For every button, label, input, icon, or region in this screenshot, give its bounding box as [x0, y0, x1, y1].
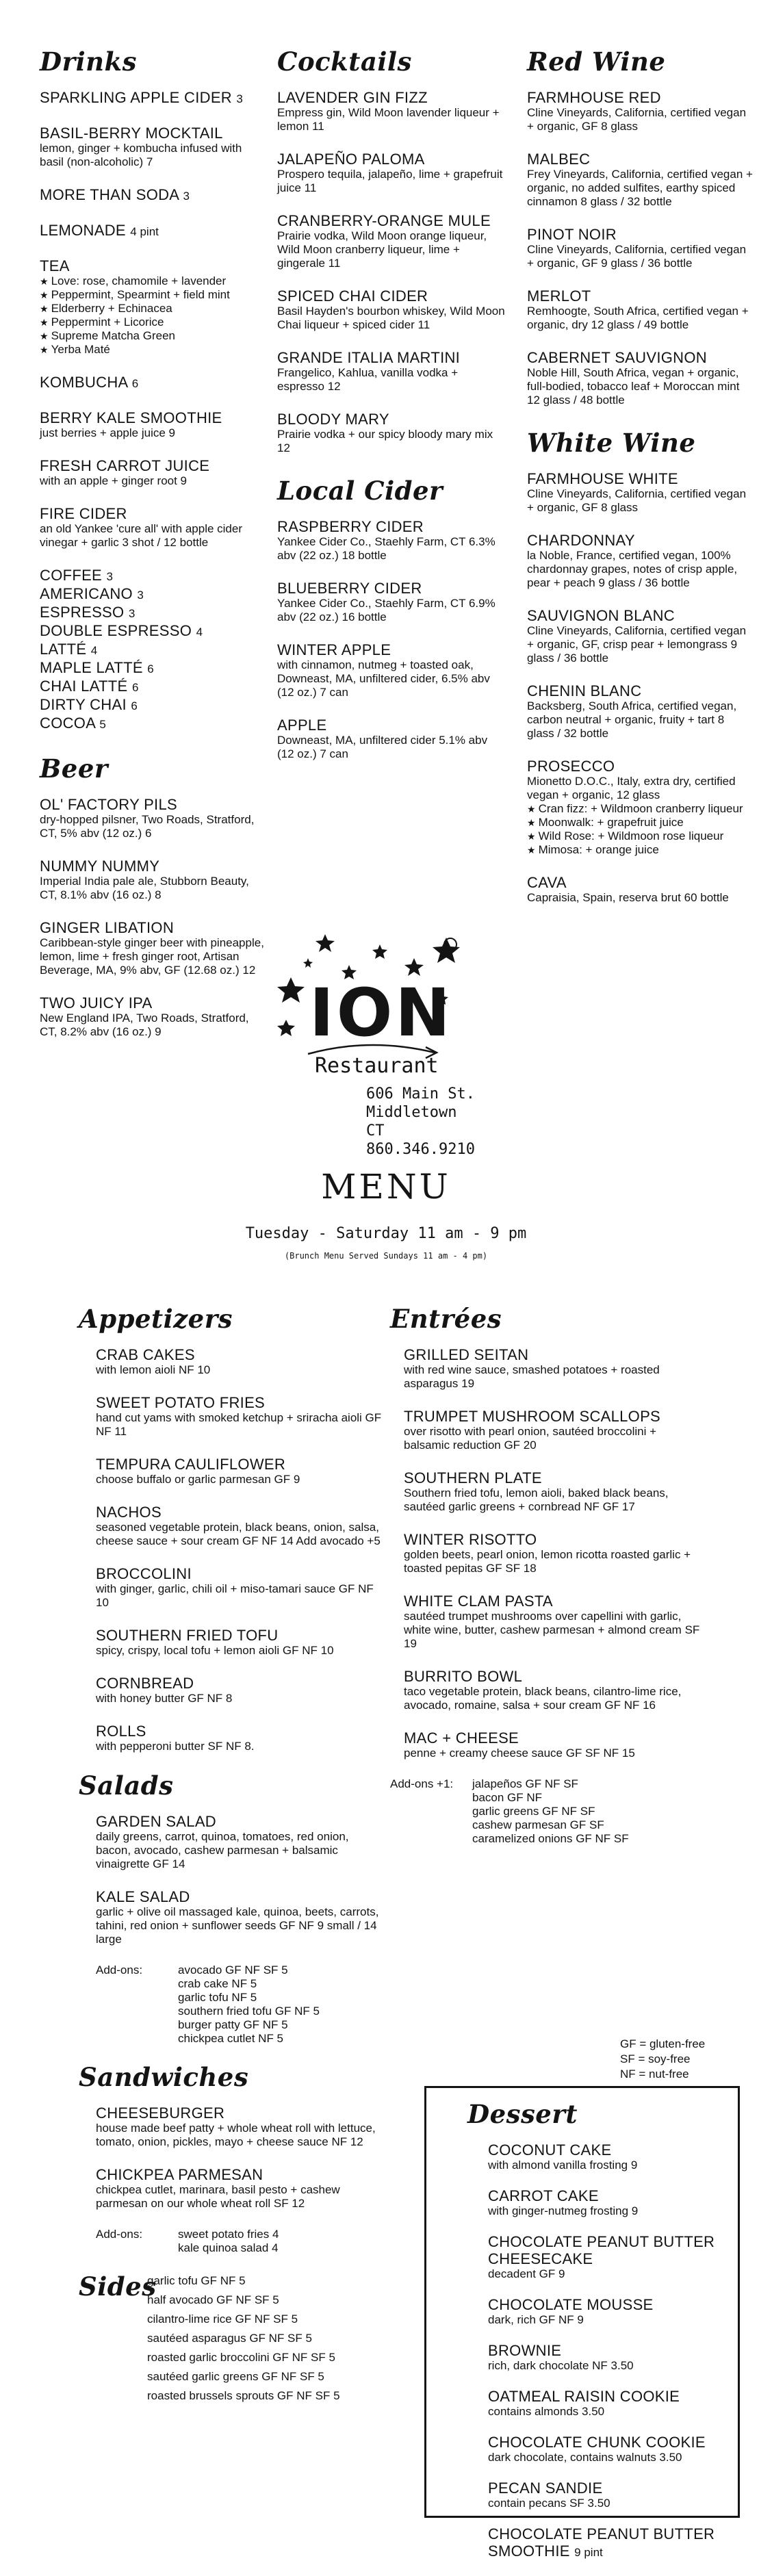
- coffee-list: COFFEE 3 AMERICANO 3 ESPRESSO 3 DOUBLE ESPRESSO 4 LATTÉ 4 MAPLE LATTÉ 6 CHAI LATTÉ 6 DIRTY CHAI 6 COCOA 5: [40, 567, 203, 732]
- menu-item: CABERNET SAUVIGNON Noble Hill, South Africa, vegan + organic, full-bodied, tobacco leaf + Moroccan mint 12 glass / 48 bottle: [527, 349, 740, 407]
- entrees-heading: Entrées: [390, 1304, 502, 1334]
- menu-item: SPARKLING APPLE CIDER 3: [40, 89, 243, 106]
- menu-item: BERRY KALE SMOOTHIE just berries + apple juice 9: [40, 409, 222, 439]
- menu-item: WHITE CLAM PASTA sautéed trumpet mushrooms over capellini with garlic, white wine, butter, cashew parmesan + almond cream SF 19: [404, 1593, 700, 1650]
- menu-item: PECAN SANDIE contain pecans SF 3.50: [488, 2480, 610, 2510]
- restaurant-logo: [267, 917, 479, 1158]
- drinks-heading: Drinks: [40, 47, 138, 77]
- red-wine-list: [527, 89, 753, 407]
- entree-addons: Add-ons +1: jalapeños GF NF SF bacon GF NF garlic greens GF NF SF cashew parmesan GF SF caramelized onions GF NF SF: [390, 1777, 629, 1845]
- menu-item: TWO JUICY IPA New England IPA, Two Roads, Stratford, CT, 8.2% abv (16 oz.) 9: [40, 994, 249, 1038]
- menu-item: TRUMPET MUSHROOM SCALLOPS over risotto with pearl onion, sautéed broccolini + balsamic reduction GF 20: [404, 1408, 661, 1452]
- star-icon: ★: [527, 817, 536, 828]
- menu-item: BROCCOLINI with ginger, garlic, chili oil + miso-tamari sauce GF NF 10: [96, 1565, 374, 1609]
- menu-item: BLUEBERRY CIDER Yankee Cider Co., Staehly Farm, CT 6.9% abv (22 oz.) 16 bottle: [277, 580, 496, 623]
- menu-item: SOUTHERN PLATE Southern fried tofu, lemon aioli, baked black beans, sautéed garlic greens + cornbread NF GF 17: [404, 1469, 669, 1513]
- sides-heading: Sides: [79, 2271, 157, 2302]
- salads-list: [79, 1813, 383, 2046]
- menu-item: ROLLS with pepperoni butter SF NF 8.: [96, 1723, 255, 1753]
- menu-title: MENU: [321, 1167, 451, 1207]
- menu-item: GRILLED SEITAN with red wine sauce, smashed potatoes + roasted asparagus 19: [404, 1346, 660, 1390]
- menu-item: CHEESEBURGER house made beef patty + whole wheat roll with lettuce, tomato, onion, pickles, mayo + cheese sauce NF 12: [96, 2104, 376, 2148]
- prosecco-item: PROSECCO Mionetto D.O.C., Italy, extra dry, certified vegan + organic, 12 glass ★ Cran fizz: + Wildmoon cranberry liqueur ★ Moonwalk: + grapefruit juice ★ Wild Rose: + Wildmoon rose liqueur ★ Mimosa: + orange juice: [527, 758, 753, 857]
- menu-item: SPICED CHAI CIDER Basil Hayden's bourbon whiskey, Wild Moon Chai liqueur + spiced cider 11: [277, 287, 505, 331]
- local-cider-heading: Local Cider: [277, 476, 443, 506]
- star-icon: ★: [40, 317, 49, 328]
- star-icon: ★: [40, 344, 49, 355]
- menu-item: FARMHOUSE RED Cline Vineyards, California, certified vegan + organic, GF 8 glass: [527, 89, 747, 133]
- white-wine-list: [527, 470, 753, 905]
- menu-item: GARDEN SALAD daily greens, carrot, quinoa, tomatoes, red onion, bacon, avocado, cashew parmesan + balsamic vinaigrette GF 14: [96, 1813, 349, 1870]
- menu-item: BASIL-BERRY MOCKTAIL lemon, ginger + kombucha infused with basil (non-alcoholic) 7: [40, 125, 242, 168]
- menu-item: CORNBREAD with honey butter GF NF 8: [96, 1675, 233, 1705]
- star-icon: ★: [527, 803, 536, 814]
- logo-name: ION: [309, 975, 453, 1051]
- menu-item: MAC + CHEESE penne + creamy cheese sauce GF SF NF 15: [404, 1729, 635, 1760]
- menu-item: BROWNIE rich, dark chocolate NF 3.50: [488, 2342, 634, 2372]
- food-right-column: [390, 1304, 705, 1862]
- menu-brunch-note: (Brunch Menu Served Sundays 11 am - 4 pm): [284, 1251, 488, 1261]
- entrees-list: [390, 1346, 705, 1846]
- sides-section: [79, 2271, 383, 2406]
- menu-item: LAVENDER GIN FIZZ Empress gin, Wild Moon lavender liqueur + lemon 11: [277, 89, 500, 133]
- menu-item: PINOT NOIR Cline Vineyards, California, certified vegan + organic, GF 9 glass / 36 bottle: [527, 226, 747, 270]
- beer-list: [40, 796, 266, 1039]
- white-wine-heading: White Wine: [527, 428, 696, 458]
- menu-item: APPLE Downeast, MA, unfiltered cider 5.1% abv (12 oz.) 7 can: [277, 717, 488, 760]
- menu-item: SWEET POTATO FRIES hand cut yams with smoked ketchup + sriracha aioli GF NF 11: [96, 1394, 382, 1438]
- menu-item: CHICKPEA PARMESAN chickpea cutlet, marinara, basil pesto + cashew parmesan on our whole wheat roll SF 12: [96, 2166, 340, 2210]
- menu-item: KOMBUCHA 6: [40, 374, 139, 391]
- star-icon: ★: [40, 331, 49, 342]
- salads-heading: Salads: [79, 1770, 174, 1801]
- logo-subtitle: Restaurant: [315, 1054, 439, 1078]
- food-left-column: [79, 1304, 383, 2406]
- menu-item: CHOCOLATE CHUNK COOKIE dark chocolate, contains walnuts 3.50: [488, 2434, 706, 2464]
- menu-item: GRANDE ITALIA MARTINI Frangelico, Kahlua, vanilla vodka + espresso 12: [277, 349, 461, 393]
- local-cider-list: [277, 518, 506, 761]
- menu-item: COCONUT CAKE with almond vanilla frosting 9: [488, 2141, 638, 2172]
- menu-item: MALBEC Frey Vineyards, California, certified vegan + organic, no added sulfites, earthy spiced cinnamon 8 glass / 32 bottle: [527, 151, 753, 208]
- tea-list: ★ Love: rose, chamomile + lavender ★ Peppermint, Spearmint + field mint ★ Elderberry + Echinacea ★ Peppermint + Licorice ★ Supreme Matcha Green ★ Yerba Maté: [40, 274, 230, 356]
- menu-item: CRAB CAKES with lemon aioli NF 10: [96, 1346, 211, 1376]
- sandwiches-heading: Sandwiches: [79, 2062, 249, 2092]
- menu-item: WINTER APPLE with cinnamon, nutmeg + toasted oak, Downeast, MA, unfiltered cider, 6.5% abv (12 oz.) 7 can: [277, 641, 490, 699]
- star-icon: ★: [40, 289, 49, 300]
- menu-item: CAVA Capraisia, Spain, reserva brut 60 bottle: [527, 874, 729, 904]
- star-icon: ★: [527, 831, 536, 842]
- menu-item: KALE SALAD garlic + olive oil massaged kale, quinoa, beets, carrots, tahini, red onion + sunflower seeds GF NF 9 small / 14 large: [96, 1888, 379, 1946]
- appetizers-list: [79, 1346, 383, 1753]
- menu-item: JALAPEÑO PALOMA Prospero tequila, jalapeño, lime + grapefruit juice 11: [277, 151, 503, 194]
- menu-item: OL' FACTORY PILS dry-hopped pilsner, Two Roads, Stratford, CT, 5% abv (12 oz.) 6: [40, 796, 255, 840]
- menu-item: GINGER LIBATION Caribbean-style ginger beer with pineapple, lemon, lime + fresh ginger root, Artisan Beverage, MA, 9% abv, GF (12.68 oz.) 12: [40, 919, 264, 977]
- menu-item: TEMPURA CAULIFLOWER choose buffalo or garlic parmesan GF 9: [96, 1456, 300, 1486]
- appetizers-heading: Appetizers: [79, 1304, 233, 1334]
- menu-item: WINTER RISOTTO golden beets, pearl onion, lemon ricotta roasted garlic + toasted pepitas GF SF 18: [404, 1531, 691, 1575]
- sides-list: garlic tofu GF NF 5 half avocado GF NF SF 5 cilantro-lime rice GF NF SF 5 sautéed asparagus GF NF SF 5 roasted garlic broccolini GF NF SF 5 sautéed garlic greens GF NF SF 5 roasted brussels sprouts GF NF SF 5: [147, 2274, 340, 2402]
- menu-item: SOUTHERN FRIED TOFU spicy, crispy, local tofu + lemon aioli GF NF 10: [96, 1627, 334, 1657]
- menu-item: MERLOT Remhoogte, South Africa, certified vegan + organic, dry 12 glass / 49 bottle: [527, 287, 749, 331]
- cocktails-heading: Cocktails: [277, 47, 412, 77]
- tea-item: TEA ★ Love: rose, chamomile + lavender ★ Peppermint, Spearmint + field mint ★ Elderberry + Echinacea ★ Peppermint + Licorice ★ Supreme Matcha Green ★ Yerba Maté: [40, 257, 266, 357]
- menu-hours: Tuesday - Saturday 11 am - 9 pm: [245, 1225, 527, 1242]
- star-icon: ★: [40, 276, 49, 287]
- menu-item: CHOCOLATE MOUSSE dark, rich GF NF 9: [488, 2296, 654, 2326]
- drinks-column: [40, 47, 266, 1056]
- menu-item: LEMONADE 4 pint: [40, 222, 159, 239]
- drinks-list: [40, 89, 266, 733]
- dessert-box: [424, 2086, 740, 2560]
- cocktails-list: [277, 89, 506, 455]
- menu-item: CARROT CAKE with ginger-nutmeg frosting 9: [488, 2187, 639, 2217]
- star-icon: ★: [40, 303, 49, 314]
- dessert-list: [488, 2141, 734, 2576]
- salad-addons: Add-ons: avocado GF NF SF 5 crab cake NF 5 garlic tofu NF 5 southern fried tofu GF NF 5 burger patty GF NF 5 chickpea cutlet NF 5: [96, 1963, 320, 2045]
- menu-item: BURRITO BOWL taco vegetable protein, black beans, cilantro-lime rice, avocado, romaine, salsa + sour cream GF NF 16: [404, 1668, 682, 1712]
- menu-item: BLOODY MARY Prairie vodka + our spicy bloody mary mix 12: [277, 411, 493, 454]
- menu-item: FARMHOUSE WHITE Cline Vineyards, California, certified vegan + organic, GF 8 glass: [527, 470, 747, 514]
- menu-item: NACHOS seasoned vegetable protein, black beans, onion, salsa, cheese sauce + sour cream GF NF 14 Add avocado +5: [96, 1504, 381, 1547]
- cocktails-column: [277, 47, 506, 778]
- red-wine-heading: Red Wine: [527, 47, 666, 77]
- menu-item: SAUVIGNON BLANC Cline Vineyards, California, certified vegan + organic, GF, crisp pear + lemongrass 9 glass / 36 bottle: [527, 607, 747, 665]
- logo-address: 606 Main St. Middletown CT 860.346.9210: [366, 1085, 475, 1158]
- sandwich-addons: Add-ons: sweet potato fries 4 kale quinoa salad 4: [96, 2228, 279, 2254]
- dietary-legend: GF = gluten-free SF = soy-free NF = nut-free: [620, 2037, 706, 2081]
- menu-item: CRANBERRY-ORANGE MULE Prairie vodka, Wild Moon orange liqueur, Wild Moon cranberry liqueur, lime + gingerale 11: [277, 212, 491, 270]
- menu-item: CHARDONNAY la Noble, France, certified vegan, 100% chardonnay grapes, notes of crisp apple, pear + peach 9 glass / 36 bottle: [527, 532, 738, 589]
- menu-item: CHOCOLATE PEANUT BUTTER CHEESECAKE decadent GF 9: [488, 2233, 715, 2280]
- menu-item: CHENIN BLANC Backsberg, South Africa, certified vegan, carbon neutral + organic, fruity + tart 8 glass / 32 bottle: [527, 682, 737, 740]
- wine-column: [527, 47, 753, 922]
- sandwiches-list: [79, 2104, 383, 2255]
- prosecco-list: ★ Cran fizz: + Wildmoon cranberry liqueur ★ Moonwalk: + grapefruit juice ★ Wild Rose: + Wildmoon rose liqueur ★ Mimosa: + orange juice: [527, 802, 743, 856]
- menu-item: MORE THAN SODA 3: [40, 186, 190, 203]
- menu-item: RASPBERRY CIDER Yankee Cider Co., Staehly Farm, CT 6.3% abv (22 oz.) 18 bottle: [277, 518, 496, 562]
- menu-item: OATMEAL RAISIN COOKIE contains almonds 3.50: [488, 2388, 680, 2418]
- menu-item: FIRE CIDER an old Yankee 'cure all' with apple cider vinegar + garlic 3 shot / 12 bottle: [40, 505, 242, 549]
- dessert-heading: Dessert: [467, 2099, 578, 2129]
- beer-heading: Beer: [40, 754, 108, 784]
- star-icon: ★: [527, 845, 536, 855]
- menu-item: CHOCOLATE PEANUT BUTTER SMOOTHIE 9 pint: [488, 2525, 715, 2560]
- menu-item: FRESH CARROT JUICE with an apple + ginger root 9: [40, 457, 210, 487]
- menu-item: NUMMY NUMMY Imperial India pale ale, Stubborn Beauty, CT, 8.1% abv (16 oz.) 8: [40, 858, 249, 901]
